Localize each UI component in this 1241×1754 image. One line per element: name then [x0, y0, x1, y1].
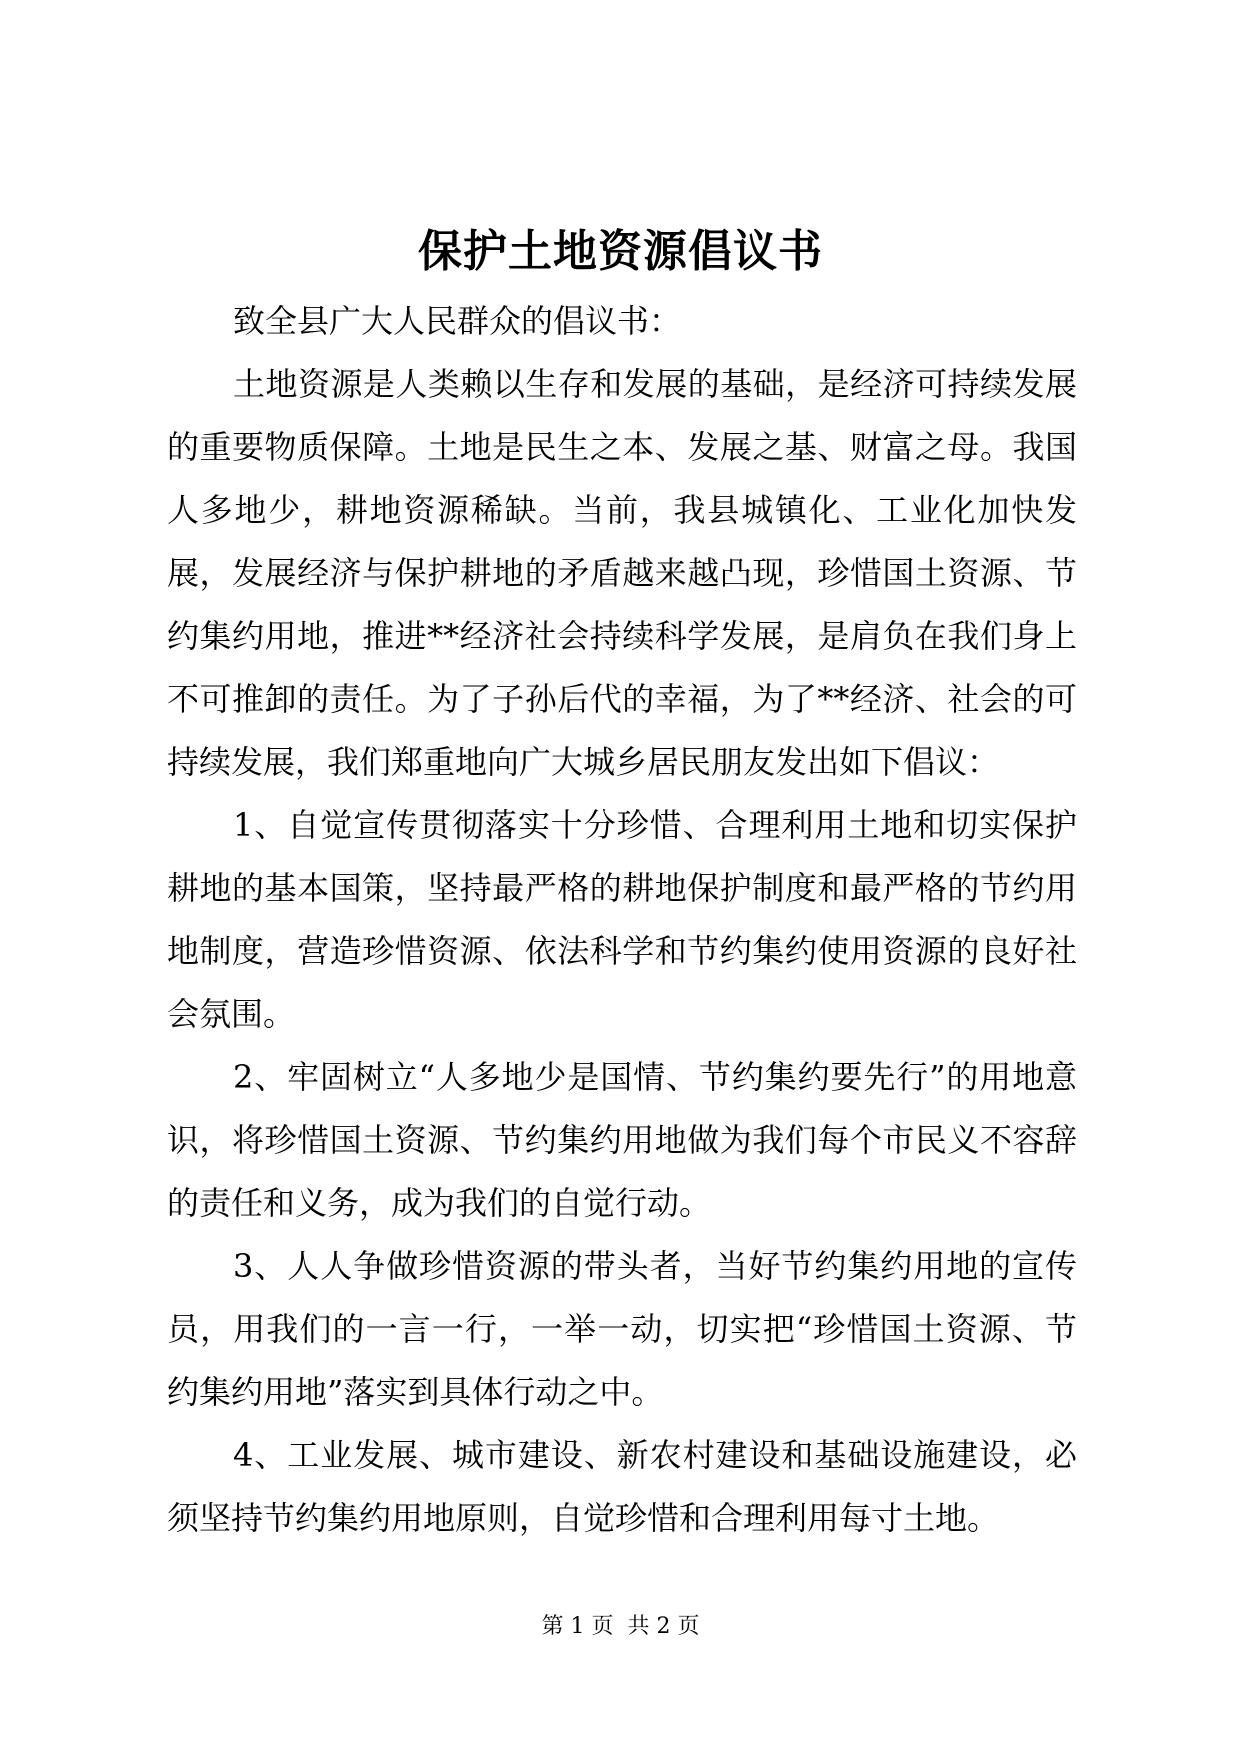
paragraph-item-4: 4、工业发展、城市建设、新农村建设和基础设施建设，必须坚持节约集约用地原则，自觉珍惜和合理利用每寸土地。	[167, 1436, 1077, 1537]
salutation: 致全县广大人民群众的倡议书：	[233, 302, 682, 340]
paragraph-item-1: 1、自觉宣传贯彻落实十分珍惜、合理利用土地和切实保护耕地的基本国策，坚持最严格的耕地保护制度和最严格的节约用地制度，营造珍惜资源、依法科学和节约集约使用资源的良好社会氛围。	[167, 806, 1077, 1033]
document-body	[167, 290, 1077, 1550]
document-title: 保护土地资源倡议书	[418, 226, 823, 277]
paragraph-item-3: 3、人人争做珍惜资源的带头者，当好节约集约用地的宣传员，用我们的一言一行，一举一动，切实把“珍惜国土资源、节约集约用地”落实到具体行动之中。	[167, 1247, 1077, 1411]
paragraph-intro: 土地资源是人类赖以生存和发展的基础，是经济可持续发展的重要物质保障。土地是民生之本、发展之基、财富之母。我国人多地少，耕地资源稀缺。当前，我县城镇化、工业化加快发展，发展经济与保护耕地的矛盾越来越凸现，珍惜国土资源、节约集约用地，推进**经济社会持续科学发展，是肩负在我们身上不可推卸的责任。为了子孙后代的幸福，为了**经济、社会的可持续发展，我们郑重地向广大城乡居民朋友发出如下倡议：	[167, 365, 1077, 781]
paragraph-item-2: 2、牢固树立“人多地少是国情、节约集约要先行”的用地意识，将珍惜国土资源、节约集约用地做为我们每个市民义不容辞的责任和义务，成为我们的自觉行动。	[167, 1058, 1077, 1222]
page-number: 第 1 页 共 2 页	[541, 1614, 700, 1639]
page-footer	[0, 1612, 1241, 1642]
